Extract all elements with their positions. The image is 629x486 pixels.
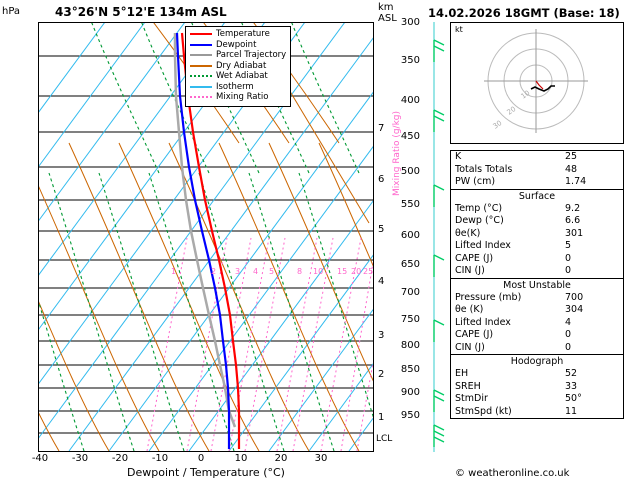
ytick-600: 600: [400, 230, 420, 241]
table-row: [451, 240, 623, 253]
row-value: 11: [565, 405, 578, 417]
ytick-700: 700: [400, 287, 420, 298]
legend-item-wet-adiabat: [190, 71, 286, 82]
table-row: [451, 381, 623, 394]
row-key: StmDir: [455, 393, 488, 404]
row-value: 304: [565, 304, 584, 315]
row-value: 301: [565, 227, 584, 239]
xtick--30: -30: [71, 453, 89, 464]
ytick-350: 350: [400, 55, 420, 66]
row-value: 0: [565, 341, 572, 353]
xtick--10: -10: [151, 453, 169, 464]
ytick-300: 300: [400, 17, 420, 28]
row-value: 6.6: [565, 215, 581, 226]
legend-swatch-dry-adiabat: [190, 65, 212, 67]
row-key: Lifted Index: [455, 240, 511, 251]
table-section-most-unstable: [451, 279, 623, 356]
hodograph: [450, 22, 624, 144]
row-value: 50°: [565, 393, 582, 404]
row-key: K: [455, 151, 462, 162]
row-key: EH: [455, 368, 469, 379]
table-row: [451, 317, 623, 330]
kmtick-6: 6: [378, 174, 385, 185]
ytick-550: 550: [400, 199, 420, 210]
xtick-30: 30: [314, 453, 328, 464]
table-row: [451, 164, 623, 177]
table-section-surface: [451, 190, 623, 279]
legend-swatch-isotherm: [190, 86, 212, 88]
kmtick-4: 4: [378, 276, 385, 287]
legend-label-isotherm: Isotherm: [216, 81, 254, 92]
table-row: [451, 292, 623, 305]
row-key: Pressure (mb): [455, 291, 522, 303]
table-row: [451, 406, 623, 419]
run-datetime: 14.02.2026 18GMT (Base: 18): [428, 6, 620, 20]
legend-swatch-parcel: [190, 54, 212, 56]
legend-swatch-dewpoint: [190, 44, 212, 46]
mixratio-label-20: 20: [351, 267, 362, 276]
table-row: [451, 265, 623, 278]
row-key: CIN (J): [455, 341, 485, 353]
legend-item-isotherm: [190, 82, 286, 93]
legend-item-mixing-ratio: [190, 92, 286, 103]
kmtick-5: 5: [378, 224, 385, 235]
mixratio-label-5: 5: [269, 267, 275, 276]
ytick-950: 950: [400, 410, 420, 421]
x-axis-title: Dewpoint / Temperature (°C): [127, 466, 285, 479]
chart-legend: [185, 26, 291, 107]
row-value: 5: [565, 240, 572, 251]
hodograph-unit-label: kt: [455, 25, 463, 34]
row-value: 700: [565, 291, 584, 303]
ytick-850: 850: [400, 364, 420, 375]
section-title-surface: Surface: [518, 190, 556, 202]
info-panel: [420, 0, 629, 486]
ytick-800: 800: [400, 340, 420, 351]
kmtick-3: 3: [378, 330, 385, 341]
mixratio-label-15: 15: [337, 267, 348, 276]
legend-label-wet-adiabat: Wet Adiabat: [216, 71, 268, 81]
ytick-750: 750: [400, 314, 420, 325]
station-title: 43°26'N 5°12'E 134m ASL: [55, 5, 227, 19]
altitude-axis-title-line2: ASL: [378, 13, 397, 24]
altitude-axis-title-line1: km: [378, 2, 394, 13]
section-title-hodograph: Hodograph: [510, 356, 564, 367]
hodograph-ring-label-30: 30: [491, 118, 504, 131]
table-section-indices: [451, 151, 623, 190]
kmtick-7: 7: [378, 123, 385, 134]
row-value: 48: [565, 163, 578, 175]
ytick-450: 450: [400, 131, 420, 142]
table-row: [451, 304, 623, 317]
row-key: SREH: [455, 380, 481, 392]
copyright-credit: © weatheronline.co.uk: [455, 468, 570, 479]
xtick-0: 0: [197, 453, 205, 464]
hodograph-ring-label-20: 20: [505, 104, 518, 117]
row-key: Totals Totals: [455, 163, 513, 175]
table-row: [451, 215, 623, 228]
row-key: PW (cm): [455, 176, 496, 187]
table-section-hodograph: [451, 355, 623, 418]
row-key: θe(K): [455, 227, 481, 239]
xtick-20: 20: [274, 453, 288, 464]
mixratio-label-2: 2: [211, 267, 217, 276]
row-key: CAPE (J): [455, 329, 494, 340]
row-value: 0: [565, 265, 572, 276]
ytick-650: 650: [400, 259, 420, 270]
legend-item-temperature: [190, 29, 286, 40]
mixratio-label-10: 10: [313, 267, 324, 276]
legend-label-dewpoint: Dewpoint: [216, 39, 257, 50]
legend-label-mixing-ratio: Mixing Ratio: [216, 92, 269, 102]
table-row: [451, 151, 623, 164]
section-title-most-unstable: Most Unstable: [503, 279, 571, 291]
table-row: [451, 228, 623, 241]
table-row: [451, 342, 623, 355]
row-key: Lifted Index: [455, 316, 511, 328]
legend-item-dewpoint: [190, 40, 286, 51]
row-value: 0: [565, 329, 572, 340]
row-key: StmSpd (kt): [455, 405, 512, 417]
legend-label-dry-adiabat: Dry Adiabat: [216, 60, 267, 71]
table-row: [451, 368, 623, 381]
hodograph-plot: [451, 23, 621, 141]
mixratio-label-1: 1: [171, 267, 177, 276]
xtick-10: 10: [234, 453, 248, 464]
row-key: CAPE (J): [455, 252, 494, 264]
row-value: 1.74: [565, 176, 587, 187]
row-value: 52: [565, 368, 578, 379]
mixratio-label-4: 4: [253, 267, 259, 276]
row-value: 9.2: [565, 202, 581, 214]
xtick--20: -20: [111, 453, 129, 464]
mixing-ratio-axis-title: Mixing Ratio (g/kg): [392, 110, 402, 196]
mixratio-label-25: 25: [363, 267, 374, 276]
table-row: [451, 176, 623, 189]
table-row: [451, 329, 623, 342]
row-value: 0: [565, 252, 572, 264]
row-value: 33: [565, 380, 578, 392]
kmtick-1: 1: [378, 412, 385, 423]
ytick-500: 500: [400, 166, 420, 177]
legend-label-temperature: Temperature: [216, 29, 270, 39]
sounding-indices-table: [450, 150, 624, 419]
table-row: [451, 393, 623, 406]
legend-item-parcel: [190, 50, 286, 61]
pressure-axis-title: hPa: [2, 6, 21, 17]
lcl-label: LCL: [376, 434, 393, 444]
table-row: [451, 203, 623, 216]
legend-swatch-wet-adiabat: [190, 75, 212, 77]
legend-swatch-temperature: [190, 33, 212, 35]
legend-label-parcel: Parcel Trajectory: [216, 50, 287, 60]
kmtick-2: 2: [378, 369, 385, 380]
table-row: [451, 253, 623, 266]
mixratio-label-3: 3: [235, 267, 241, 276]
mixratio-label-8: 8: [297, 267, 303, 276]
legend-item-dry-adiabat: [190, 61, 286, 72]
legend-swatch-mixing-ratio: [190, 96, 212, 98]
ytick-400: 400: [400, 95, 420, 106]
hodograph-ring-label-10: 10: [519, 88, 532, 101]
row-value: 4: [565, 316, 572, 328]
row-key: θe (K): [455, 304, 484, 315]
row-key: Dewp (°C): [455, 215, 504, 226]
xtick--40: -40: [31, 453, 49, 464]
row-value: 25: [565, 151, 578, 162]
ytick-900: 900: [400, 387, 420, 398]
row-key: CIN (J): [455, 265, 485, 276]
row-key: Temp (°C): [455, 202, 503, 214]
